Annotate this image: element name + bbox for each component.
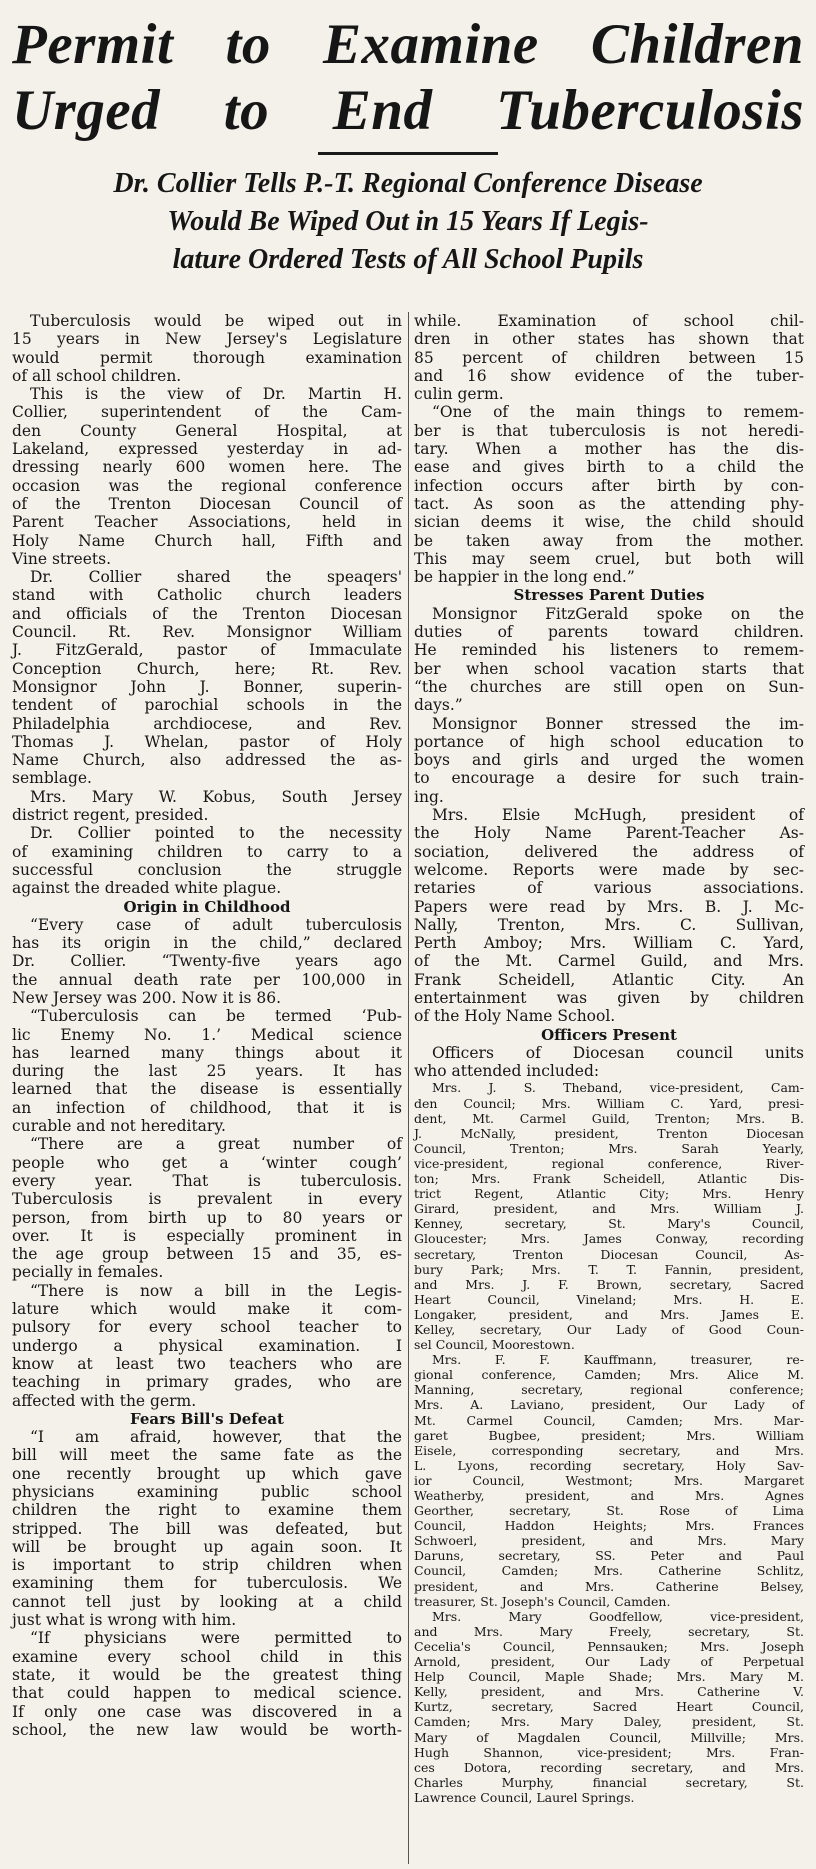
body-text-line: and 16 show evidence of the tuber- [414, 366, 804, 385]
body-text-line: Monsignor John J. Bonner, superin- [12, 677, 402, 696]
body-text-line: Nally, Trenton, Mrs. C. Sullivan, [414, 915, 804, 934]
body-text-line: lic Enemy No. 1.’ Medical science [12, 1025, 402, 1044]
officer-list-line: Georther, secretary, St. Rose of Lima [414, 1503, 804, 1519]
body-text-line: Mrs. Elsie McHugh, president of [432, 806, 804, 825]
body-text-line: has its origin in the child,” declared [12, 934, 402, 953]
officer-list-line: sel Council, Moorestown. [414, 1337, 575, 1353]
deck-line: Dr. Collier Tells P.-T. Regional Conference Disease [113, 168, 703, 199]
body-text-line: retaries of various associations. [414, 879, 804, 898]
officer-list-line: vice-president, regional conference, River- [414, 1155, 804, 1171]
body-text-line: stripped. The bill was defeated, but [12, 1519, 402, 1538]
body-text-line: school, the new law would be worth- [12, 1720, 402, 1739]
body-text-line: one recently brought up which gave [12, 1464, 402, 1483]
officer-list-line: Heart Council, Vineland; Mrs. H. E. [414, 1291, 804, 1307]
body-text-line: Officers of Diocesan council units [432, 1043, 804, 1062]
body-text-line: entertainment was given by children [414, 988, 804, 1007]
body-text-line: ber is that tuberculosis is not heredi- [414, 421, 804, 440]
body-text-line: Lakeland, expressed yesterday in ad- [12, 440, 402, 459]
body-text-line: “One of the main things to remem- [432, 403, 804, 422]
body-text-line: Tuberculosis is prevalent in every [12, 1190, 402, 1209]
body-text-line: ber when school vacation starts that [414, 659, 804, 678]
body-text-line: ease and gives birth to a child the [414, 458, 804, 477]
body-text-line: just what is wrong with him. [12, 1611, 237, 1630]
body-text-line: learned that the disease is essentially [12, 1080, 402, 1099]
officer-list-line: treasurer, St. Joseph's Council, Camden. [414, 1593, 671, 1609]
officer-list-line: Eisele, corresponding secretary, and Mrs. [414, 1442, 804, 1458]
officer-list-line: Lawrence Council, Laurel Springs. [414, 1789, 635, 1805]
body-text-line: Mrs. Mary W. Kobus, South Jersey [30, 787, 402, 806]
officer-list-line: secretary, Trenton Diocesan Council, As- [414, 1246, 804, 1262]
body-text-line: the age group between 15 and 35, es- [12, 1245, 402, 1264]
officer-list-line: ior Council, Westmont; Mrs. Margaret [414, 1472, 804, 1488]
officer-list-line: president, and Mrs. Catherine Belsey, [414, 1578, 804, 1594]
body-text-line: during the last 25 years. It has [12, 1062, 402, 1081]
headline [12, 0, 804, 144]
deck-line: Would Be Wiped Out in 15 Years If Legis- [167, 206, 649, 237]
headline-line: Permit to Examine Children [12, 13, 804, 76]
body-text-line: If only one case was discovered in a [12, 1702, 402, 1721]
body-text-line: will be brought up again soon. It [12, 1537, 402, 1556]
officer-list-line: Arnold, president, Our Lady of Perpetual [414, 1654, 804, 1670]
officer-list-line: and Mrs. Mary Freely, secretary, St. [414, 1623, 804, 1639]
body-text-line: every year. That is tuberculosis. [12, 1171, 402, 1190]
headline-line: Urged to End Tuberculosis [12, 79, 804, 142]
body-text-line: sociation, delivered the address of [414, 842, 804, 861]
officer-list-line: den Council; Mrs. William C. Yard, presi- [414, 1095, 804, 1111]
body-text-line: Collier, superintendent of the Cam- [12, 403, 402, 422]
body-text-line: district regent, presided. [12, 806, 209, 825]
body-text-line: dressing nearly 600 women here. The [12, 458, 402, 477]
body-text-line: Frank Scheidell, Atlantic City. An [414, 970, 804, 989]
officer-list-line: Mary of Magdalen Council, Millville; Mrs. [414, 1729, 804, 1745]
body-text-line: “There are a great number of [30, 1135, 402, 1154]
body-text-line: Dr. Collier. “Twenty-five years ago [12, 952, 402, 971]
body-text-line: lature which would make it com- [12, 1300, 402, 1319]
officer-list-line: Council, Haddon Heights; Mrs. Frances [414, 1518, 804, 1534]
officer-list-line: Gloucester; Mrs. James Conway, recording [414, 1231, 804, 1247]
body-text-line: an infection of childhood, that it is [12, 1098, 402, 1117]
body-text-line: 85 percent of children between 15 [414, 348, 804, 367]
body-text-line: welcome. Reports were made by sec- [414, 860, 804, 879]
officer-list-line: Camden; Mrs. Mary Daley, president, St. [414, 1714, 804, 1730]
body-text-line: J. FitzGerald, pastor of Immaculate [12, 641, 402, 660]
body-text-line: of the Trenton Diocesan Council of [12, 494, 402, 513]
body-text-line: Philadelphia archdiocese, and Rev. [12, 714, 402, 733]
officer-list-line: ton; Mrs. Frank Scheidell, Atlantic Dis- [414, 1171, 804, 1187]
body-text-line: of examining children to carry to a [12, 842, 402, 861]
body-text-line: bill will meet the same fate as the [12, 1446, 402, 1465]
body-text-line: Parent Teacher Associations, held in [12, 513, 402, 532]
officer-list-line: Weatherby, president, and Mrs. Agnes [414, 1488, 804, 1503]
body-text-line: the Holy Name Parent-Teacher As- [414, 824, 804, 843]
officer-list-line: trict Regent, Atlantic City; Mrs. Henry [414, 1186, 804, 1202]
body-text-line: Monsignor Bonner stressed the im- [432, 714, 804, 733]
left-column [12, 312, 402, 1739]
officer-list-line: Daruns, secretary, SS. Peter and Paul [414, 1548, 804, 1564]
officer-list-line: Longaker, president, and Mrs. James E. [414, 1306, 804, 1322]
section-subhead: Fears Bill's Defeat [130, 1409, 284, 1428]
body-text-line: tendent of parochial schools in the [12, 696, 402, 715]
body-text-line: has learned many things about it [12, 1043, 402, 1062]
body-text-line: boys and girls and urged the women [414, 751, 804, 770]
officer-list-line: Charles Murphy, financial secretary, St. [414, 1774, 804, 1790]
section-subhead: Stresses Parent Duties [513, 586, 705, 605]
officer-list-line: Schwoerl, president, and Mrs. Mary [414, 1533, 804, 1549]
body-text-line: Vine streets. [12, 549, 112, 568]
body-text-line: successful conclusion the struggle [12, 860, 402, 879]
body-text-line: teaching in primary grades, who are [12, 1373, 402, 1392]
body-text-line: infection occurs after birth by con- [414, 476, 804, 495]
body-text-line: physicians examining public school [12, 1483, 402, 1501]
body-text-line: “Tuberculosis can be termed ‘Pub- [30, 1007, 402, 1026]
body-text-line: He reminded his listeners to remem- [414, 641, 804, 660]
body-text-line: is important to strip children when [12, 1556, 402, 1575]
body-text-line: while. Examination of school chil- [414, 312, 804, 330]
body-text-line: who attended included: [414, 1062, 600, 1081]
body-text-line: to encourage a desire for such train- [414, 769, 804, 788]
body-text-line: tact. As soon as the attending phy- [414, 494, 804, 513]
body-text-line: tary. When a mother has the dis- [414, 440, 804, 459]
body-text-line: sician deems it wise, the child should [414, 513, 804, 532]
officer-list-line: Mrs. Mary Goodfellow, vice-president, [432, 1608, 804, 1624]
body-text-line: person, from birth up to 80 years or [12, 1208, 402, 1227]
body-text-line: state, it would be the greatest thing [12, 1665, 402, 1684]
section-subhead: Officers Present [541, 1025, 677, 1044]
body-text-line: of all school children. [12, 366, 182, 385]
officer-list-line: ces Dotora, recording secretary, and Mrs. [414, 1759, 804, 1775]
body-text-line: “I am afraid, however, that the [30, 1428, 402, 1447]
body-text-line: of the Mt. Carmel Guild, and Mrs. [414, 952, 804, 971]
body-text-line: dren in other states has shown that [414, 330, 804, 349]
body-text-line: 15 years in New Jersey's Legislature [12, 330, 402, 349]
body-text-line: Dr. Collier shared the speaqers' [30, 568, 402, 587]
officer-list-line: bury Park; Mrs. T. T. Fannin, president, [414, 1261, 804, 1277]
officer-list-line: and Mrs. J. F. Brown, secretary, Sacred [414, 1276, 804, 1292]
body-text-line: Holy Name Church hall, Fifth and [12, 531, 402, 550]
officer-list-line: dent, Mt. Carmel Guild, Trenton; Mrs. B. [414, 1110, 804, 1126]
body-text-line: examining them for tuberculosis. We [12, 1574, 402, 1593]
body-text-line: New Jersey was 200. Now it is 86. [12, 988, 282, 1007]
article-body [12, 312, 804, 1864]
officer-list-line: Mrs. J. S. Theband, vice-president, Cam- [432, 1080, 804, 1096]
body-text-line: cannot tell just by looking at a child [12, 1592, 402, 1611]
body-text-line: Dr. Collier pointed to the necessity [30, 824, 402, 843]
body-text-line: be taken away from the mother. [414, 531, 804, 550]
officer-list-line: Council, Trenton; Mrs. Sarah Yearly, [414, 1140, 804, 1156]
body-text-line: days.” [414, 696, 463, 715]
body-text-line: semblage. [12, 769, 92, 788]
body-text-line: Thomas J. Whelan, pastor of Holy [12, 732, 402, 751]
body-text-line: people who get a ‘winter cough’ [12, 1153, 402, 1172]
body-text-line: children the right to examine them [12, 1501, 402, 1520]
officer-list-line: Kurtz, secretary, Sacred Heart Council, [414, 1699, 804, 1715]
body-text-line: This may seem cruel, but both will [414, 549, 804, 568]
body-text-line: the annual death rate per 100,000 in [12, 970, 402, 989]
body-text-line: “There is now a bill in the Legis- [30, 1281, 402, 1300]
body-text-line: “Every case of adult tuberculosis [30, 915, 402, 934]
officer-list-line: Hugh Shannon, vice-president; Mrs. Fran- [414, 1744, 804, 1760]
officer-list-line: Help Council, Maple Shade; Mrs. Mary M. [414, 1669, 804, 1685]
officer-list-line: Mt. Carmel Council, Camden; Mrs. Mar- [414, 1412, 804, 1428]
officer-list-line: garet Bugbee, president; Mrs. William [414, 1427, 804, 1443]
body-text-line: This is the view of Dr. Martin H. [30, 385, 402, 404]
body-text-line: Name Church, also addressed the as- [12, 751, 402, 770]
officer-list-line: Manning, secretary, regional conference; [414, 1382, 804, 1398]
officer-list-line: J. McNally, president, Trenton Diocesan [414, 1125, 804, 1141]
body-text-line: den County General Hospital, at [12, 421, 402, 440]
body-text-line: “the churches are still open on Sun- [414, 677, 804, 696]
body-text-line: of the Holy Name School. [414, 1007, 616, 1026]
body-text-line: “If physicians were permitted to [30, 1629, 402, 1648]
officer-list-line: Kelley, secretary, Our Lady of Good Coun- [414, 1321, 804, 1337]
body-text-line: Council. Rt. Rev. Monsignor William [12, 623, 402, 642]
body-text-line: pecially in females. [12, 1263, 164, 1282]
body-text-line: curable and not hereditary. [12, 1117, 226, 1136]
body-text-line: ing. [414, 787, 444, 806]
officer-list-line: Kelly, president, and Mrs. Catherine V. [414, 1684, 804, 1700]
officer-list-line: Mrs. A. Laviano, president, Our Lady of [414, 1397, 804, 1413]
body-text-line: be happier in the long end.” [414, 568, 635, 587]
subheadline-deck [20, 165, 796, 279]
officer-list-line: Mrs. F. F. Kauffmann, treasurer, re- [432, 1352, 804, 1368]
officer-list-line: Kenney, secretary, St. Mary's Council, [414, 1216, 804, 1232]
body-text-line: Conception Church, here; Rt. Rev. [12, 659, 402, 678]
body-text-line: portance of high school education to [414, 732, 804, 751]
body-text-line: duties of parents toward children. [414, 623, 804, 642]
body-text-line: examine every school child in this [12, 1647, 402, 1666]
body-text-line: culin germ. [414, 385, 504, 404]
headline-rule [318, 152, 498, 155]
body-text-line: Monsignor FitzGerald spoke on the [432, 604, 804, 623]
right-column [414, 312, 804, 1805]
deck-line: lature Ordered Tests of All School Pupils [172, 244, 644, 275]
officer-list-line: Council, Camden; Mrs. Catherine Schlitz, [414, 1563, 804, 1579]
body-text-line: undergo a physical examination. I [12, 1336, 402, 1355]
section-subhead: Origin in Childhood [123, 897, 291, 916]
body-text-line: Perth Amboy; Mrs. William C. Yard, [414, 934, 804, 953]
body-text-line: pulsory for every school teacher to [12, 1318, 402, 1337]
officer-list-line: Cecelia's Council, Pennsauken; Mrs. Joseph [414, 1638, 804, 1654]
officer-list-line: Girard, president, and Mrs. William J. [414, 1201, 804, 1217]
body-text-line: and officials of the Trenton Diocesan [12, 604, 402, 623]
officer-list-line: L. Lyons, recording secretary, Holy Sav- [414, 1457, 804, 1473]
column-divider [408, 312, 409, 1864]
body-text-line: occasion was the regional conference [12, 476, 402, 495]
body-text-line: would permit thorough examination [12, 348, 402, 367]
body-text-line: stand with Catholic church leaders [12, 586, 402, 605]
body-text-line: over. It is especially prominent in [12, 1226, 402, 1245]
body-text-line: know at least two teachers who are [12, 1354, 402, 1373]
body-text-line: Papers were read by Mrs. B. J. Mc- [414, 897, 804, 916]
body-text-line: that could happen to medical science. [12, 1684, 402, 1703]
body-text-line: Tuberculosis would be wiped out in [30, 312, 402, 330]
officer-list-line: gional conference, Camden; Mrs. Alice M. [414, 1367, 804, 1383]
body-text-line: against the dreaded white plague. [12, 879, 282, 898]
body-text-line: affected with the germ. [12, 1391, 197, 1410]
